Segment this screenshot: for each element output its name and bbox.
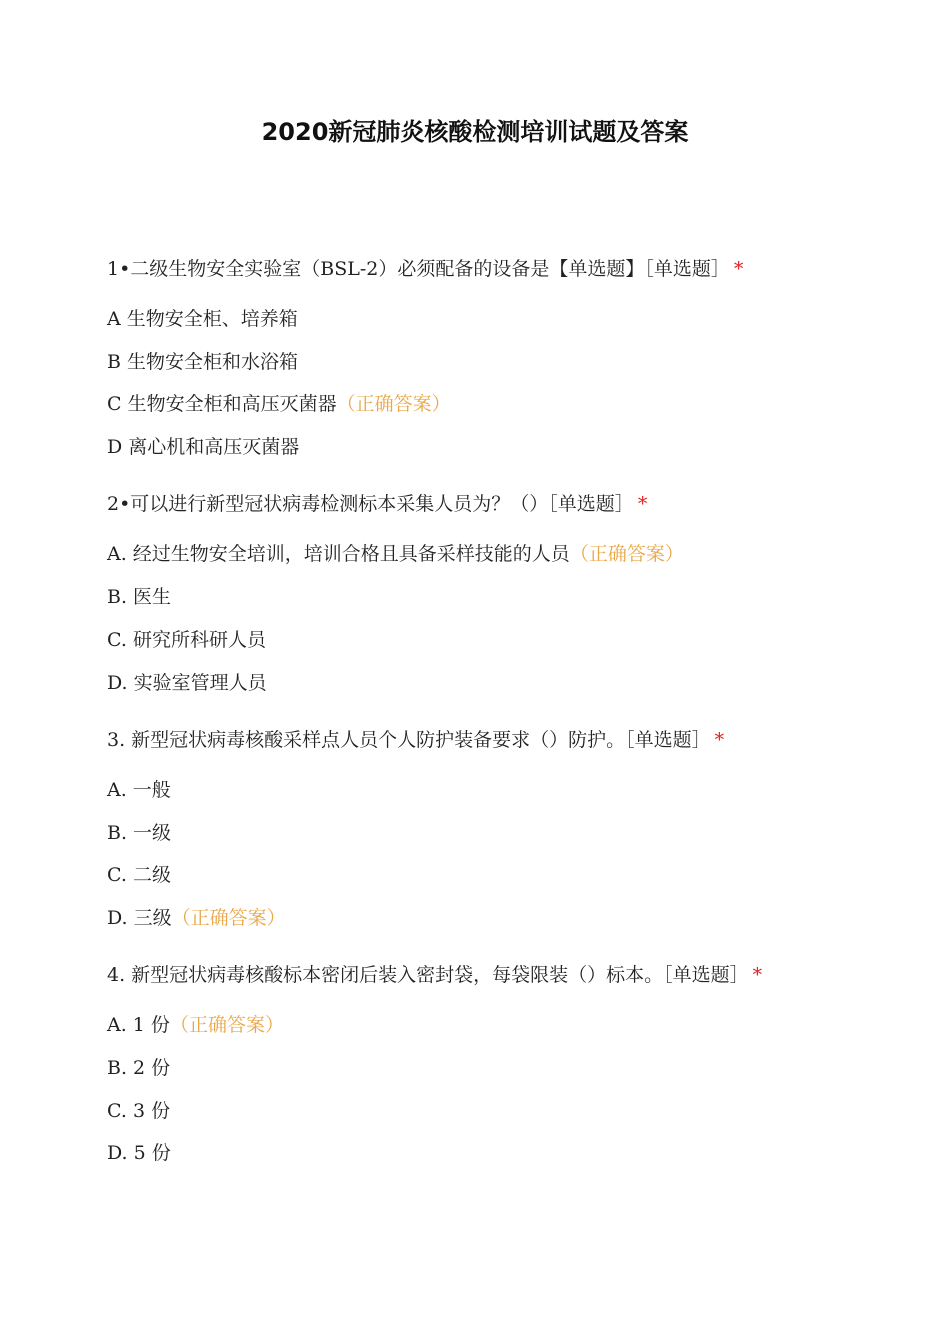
question-1-text: 1•二级生物安全实验室（BSL-2）必须配备的设备是【单选题】［单选题］ [107,258,730,280]
required-mark: * [752,964,763,986]
question-3-option-b [107,820,171,846]
question-1-option-b [107,349,298,375]
option-text: A 生物安全柜、培养箱 [107,308,298,330]
question-1-option-d [107,434,299,460]
question-2-option-a [107,541,684,567]
question-4-option-a [107,1012,284,1038]
option-text: D. 5 份 [107,1142,171,1164]
option-text: C. 二级 [107,864,171,886]
correct-answer-mark: （正确答案） [336,393,451,415]
required-mark: * [637,493,648,515]
required-mark: * [733,258,744,280]
option-text: B. 一级 [107,822,172,844]
correct-answer-mark: （正确答案） [169,1014,284,1036]
option-text: C. 研究所科研人员 [107,629,266,651]
question-3-option-d [107,905,286,931]
question-3-option-a [107,777,171,803]
page-title: 2020新冠肺炎核酸检测培训试题及答案 [261,118,689,146]
question-4-option-b [107,1055,170,1081]
option-text: C 生物安全柜和高压灭菌器 [107,393,337,415]
correct-answer-mark: （正确答案） [569,543,684,565]
question-4 [107,962,762,988]
option-text: B 生物安全柜和水浴箱 [107,351,299,373]
question-1 [107,256,743,282]
option-text: D 离心机和高压灭菌器 [107,436,300,458]
correct-answer-mark: （正确答案） [171,907,286,929]
option-text: A. 经过生物安全培训，培训合格且具备采样技能的人员 [107,543,570,565]
question-3-text: 3. 新型冠状病毒核酸采样点人员个人防护装备要求（）防护。［单选题］ [107,729,711,751]
option-text: B. 2 份 [107,1057,171,1079]
required-mark: * [714,729,725,751]
question-3-option-c [107,862,171,888]
question-4-text: 4. 新型冠状病毒核酸标本密闭后装入密封袋，每袋限装（）标本。［单选题］ [107,964,749,986]
question-2-option-d [107,670,267,696]
question-3 [107,727,724,753]
question-2-option-b [107,584,171,610]
question-2 [107,491,647,517]
option-text: A. 1 份 [107,1014,170,1036]
option-text: C. 3 份 [107,1100,171,1122]
option-text: D. 实验室管理人员 [107,672,267,694]
question-4-option-c [107,1098,170,1124]
question-2-text: 2•可以进行新型冠状病毒检测标本采集人员为？（）［单选题］ [107,493,634,515]
question-4-option-d [107,1140,171,1166]
question-1-option-c [107,391,451,417]
question-1-option-a [107,306,298,332]
option-text: B. 医生 [107,586,172,608]
question-2-option-c [107,627,266,653]
option-text: A. 一般 [107,779,171,801]
option-text: D. 三级 [107,907,172,929]
